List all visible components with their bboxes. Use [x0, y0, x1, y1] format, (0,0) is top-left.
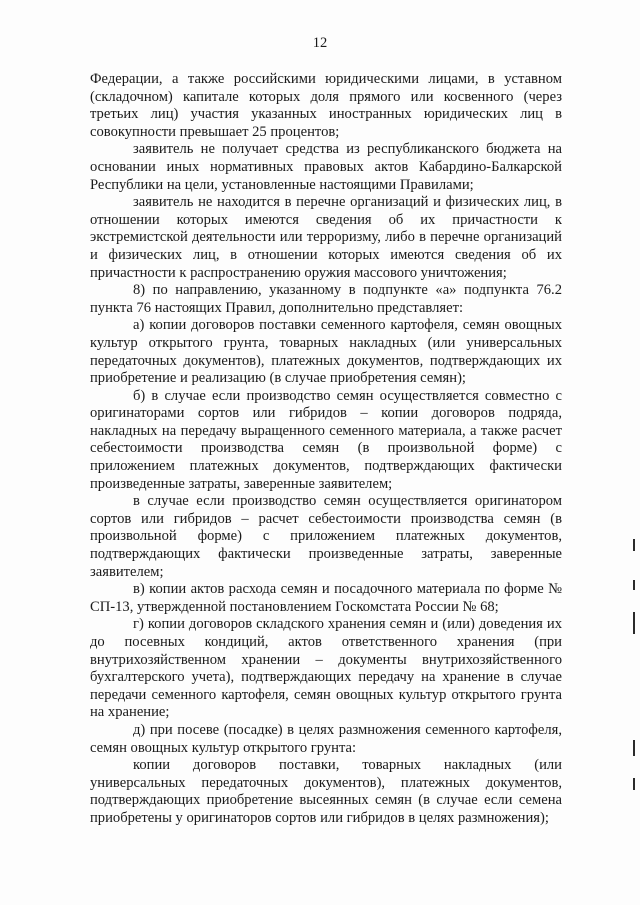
paragraph-11: копии договоров поставки, товарных накладных (или универсальных передаточных документов), платежных документов, подтверждающих приобретение высеянных семян (в случае если семена приобретены у оригинаторов сортов или гибридов в целях размножения); — [90, 757, 562, 826]
paragraph-6: б) в случае если производство семян осуществляется совместно с оригинаторами сортов или гибридов – копии договоров подряда, накладных на передачу выращенного семенного материала, а также расчет себестоимости производства семян (в произвольной форме) с приложением платежных документов, подтверждающих фактически произведенные затраты, заверенные заявителем; — [90, 387, 562, 492]
paragraph-2: заявитель не получает средства из республиканского бюджета на основании иных нормативных правовых актов Кабардино-Балкарской Республики на цели, установленные настоящими Правилами; — [90, 141, 562, 193]
scan-edge-mark — [633, 612, 635, 634]
paragraph-4: 8) по направлению, указанному в подпункте «а» подпункта 76.2 пункта 76 настоящих Правил, дополнительно представляет: — [90, 282, 562, 316]
paragraph-7: в случае если производство семян осуществляется оригинатором сортов или гибридов – расчет себестоимости производства семян (в произвольной форме) с приложением платежных документов, подтверждающих фактически произведенные затраты, заверенные заявителем; — [90, 493, 562, 580]
paragraph-1: Федерации, а также российскими юридическими лицами, в уставном (складочном) капитале которых доля прямого или косвенного (через третьих лиц) участия указанных иностранных юридических лиц в совокупности превышает 25 процентов; — [90, 71, 562, 140]
paragraph-3: заявитель не находится в перечне организаций и физических лиц, в отношении которых имеются сведения об их причастности к экстремистской деятельности или терроризму, либо в перечне организаций и физических лиц, в отношении которых имеются сведения об их причастности к распространению оружия массового уничтожения; — [90, 194, 562, 281]
document-body — [90, 71, 562, 828]
paragraph-5: а) копии договоров поставки семенного картофеля, семян овощных культур открытого грунта, товарных накладных (или универсальных передаточных документов), платежных документов, подтверждающих их приобретение и реализацию (в случае приобретения семян); — [90, 317, 562, 387]
paragraph-8: в) копии актов расхода семян и посадочного материала по форме № СП-13, утвержденной постановлением Госкомстата России № 68; — [90, 581, 562, 615]
scan-edge-mark — [633, 778, 635, 790]
scan-edge-mark — [633, 580, 635, 590]
page-number: 12 — [312, 35, 328, 51]
scan-edge-mark — [633, 539, 635, 551]
paragraph-10: д) при посеве (посадке) в целях размножения семенного картофеля, семян овощных культур открытого грунта: — [90, 721, 562, 756]
scan-edge-mark — [633, 740, 635, 756]
paragraph-9: г) копии договоров складского хранения семян и (или) доведения их до посевных кондиций, актов ответственного хранения (при внутрихозяйственном хранении – документы внутрихозяйственного бухгалтерского учета), подтверждающих передачу на хранение в случае передачи семенного картофеля, семян овощных культур открытого грунта на хранение; — [90, 616, 562, 721]
